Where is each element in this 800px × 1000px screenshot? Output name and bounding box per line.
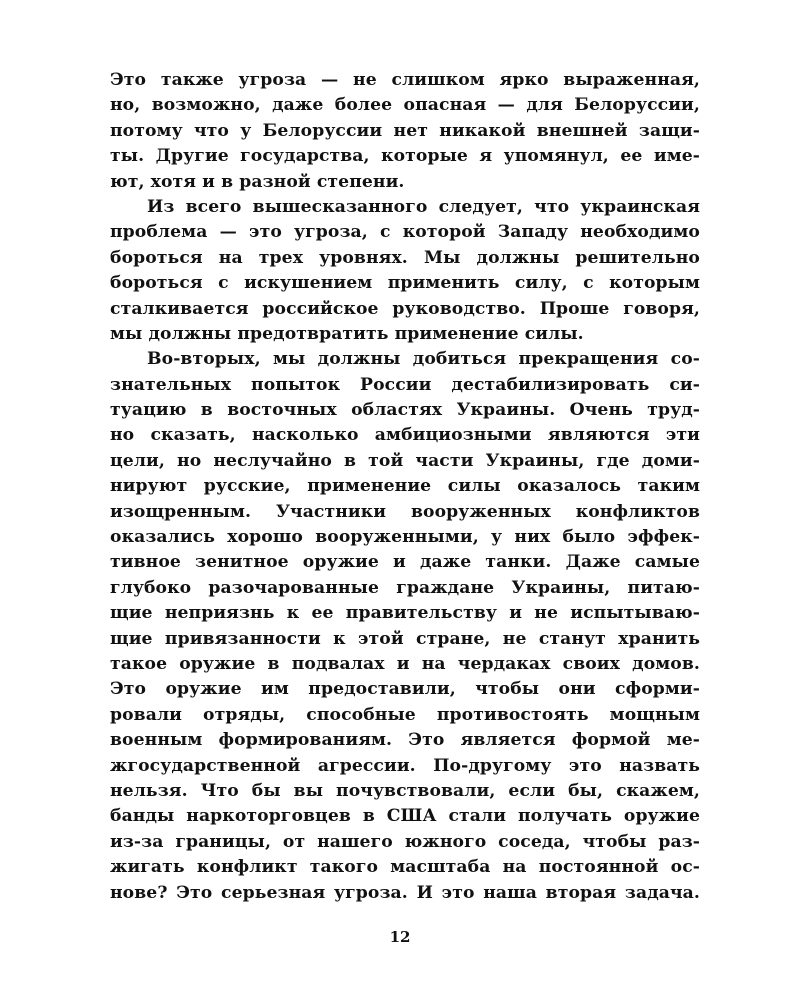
text-line: бороться на трех уровнях. Мы должны решительно <box>110 247 700 268</box>
text-line: знательных попыток России дестабилизировать си- <box>110 374 700 395</box>
text-line: Это также угроза — не слишком ярко выраженная, <box>110 70 700 90</box>
page-body <box>110 68 700 906</box>
text-line: Это оружие им предоставили, чтобы они сформи- <box>110 679 700 700</box>
text-line: военным формированиям. Это является формой ме- <box>110 730 700 751</box>
text-line: тивное зенитное оружие и даже танки. Даже самые <box>110 552 700 573</box>
paragraph-3 <box>110 347 700 906</box>
text-line: ют, хотя и в разной степени. <box>110 171 405 192</box>
text-line: ты. Другие государства, которые я упомянул, ее име- <box>110 146 700 167</box>
paragraph-2 <box>110 195 700 347</box>
text-line: ровали отряды, способные противостоять мощным <box>110 704 700 725</box>
text-line: оказались хорошо вооруженными, у них было эффек- <box>110 527 700 548</box>
text-line: Во-вторых, мы должны добиться прекращения со- <box>147 349 700 370</box>
text-line: Из всего вышесказанного следует, что украинская <box>147 196 700 217</box>
text-line: жигать конфликт такого масштаба на постоянной ос- <box>110 857 700 878</box>
text-line: сталкивается российское руководство. Проше говоря, <box>110 298 700 319</box>
text-line: туацию в восточных областях Украины. Очень труд- <box>110 400 700 421</box>
text-line: нельзя. Что бы вы почувствовали, если бы, скажем, <box>110 780 700 801</box>
page-number: 12 <box>389 928 411 946</box>
text-line: щие неприязнь к ее правительству и не испытываю- <box>110 603 700 624</box>
text-line: цели, но неслучайно в той части Украины, где доми- <box>110 450 700 471</box>
text-line: из-за границы, от нашего южного соседа, чтобы раз- <box>110 831 700 852</box>
paragraph-1 <box>110 68 700 195</box>
text-line: нируют русские, применение силы оказалось таким <box>110 476 700 497</box>
text-line: щие привязанности к этой стране, не станут хранить <box>110 628 700 649</box>
text-line: но, возможно, даже более опасная — для Белоруссии, <box>110 95 700 116</box>
text-line: бороться с искушением применить силу, с которым <box>110 273 700 294</box>
text-line: глубоко разочарованные граждане Украины, питаю- <box>110 577 700 598</box>
text-line: изощренным. Участники вооруженных конфликтов <box>110 501 700 522</box>
text-line: нове? Это серьезная угроза. И это наша вторая задача. <box>110 882 700 903</box>
text-line: мы должны предотвратить применение силы. <box>110 323 584 344</box>
text-line: банды наркоторговцев в США стали получать оружие <box>110 806 700 827</box>
text-line: проблема — это угроза, с которой Западу необходимо <box>110 222 700 243</box>
text-line: потому что у Белоруссии нет никакой внешней защи- <box>110 120 700 141</box>
text-line: жгосударственной агрессии. По-другому это назвать <box>110 755 700 776</box>
text-line: такое оружие в подвалах и на чердаках своих домов. <box>110 653 700 674</box>
text-line: но сказать, насколько амбициозными являются эти <box>110 425 700 446</box>
